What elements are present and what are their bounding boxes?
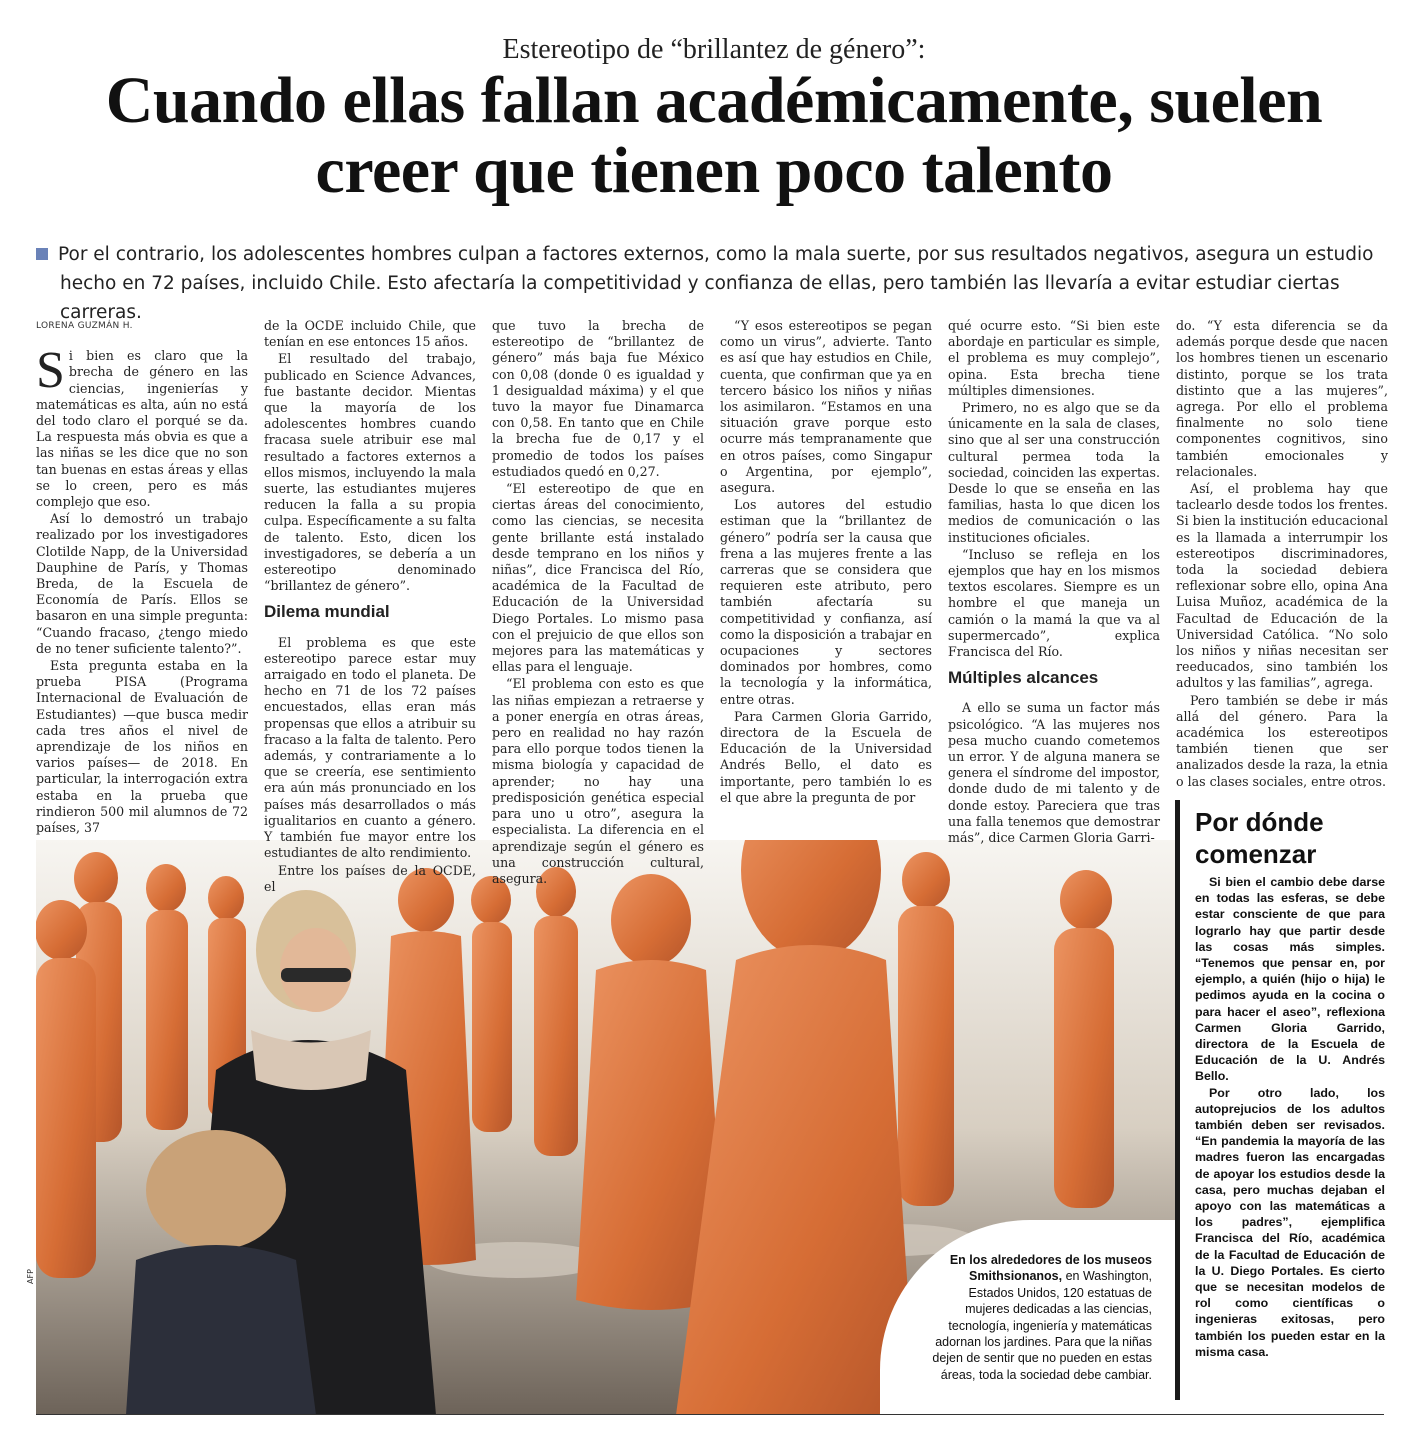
col2-p3: El problema es que este estereotipo parece estar muy arraigado en todo el planeta. De hecho en 71 de los 72 países encuestados, ellas eran más propensas que ellos a atribuir su fracaso a la falta de talento. Pero además, y contrariamente a lo que se creería, ese sentimiento era aún más pronunciado en los países más desarrollados o más igualitarios en cuanto a género. Y también fue mayor entre los estudiantes de alto rendimiento.	[264, 634, 476, 861]
col5-p4: A ello se suma un factor más psicológico. “A las mujeres nos pesa mucho cuando cometemos un error. Y de alguna manera se genera el síndrome del impostor, donde dudo de mi talento y de donde estoy. Pareciera que tras una falla tenemos que demostrar más”, dice Carmen Gloria Garri-	[948, 700, 1160, 846]
col3-p1: que tuvo la brecha de estereotipo de “brillantez de género” más baja fue México con 0,08 (donde 0 es igualdad y 1 desigualdad máxima) y el que tuvo la mayor fue Dinamarca con 0,58. En tanto que en Chile la brecha fue de 0,17 y el promedio de todos los países estudiados quedó en 0,27.	[492, 318, 704, 479]
col1-p3: Esta pregunta estaba en la prueba PISA (Programa Internacional de Evaluación de Estudiantes) —que busca medir cada tres años el nivel de aprendizaje de los niños en varios países— de 2018. En particular, la interrogación extra estaba en la prueba que rindieron 500 mil alumnos de 72 países, 37	[36, 658, 248, 836]
kicker: Estereotipo de “brillantez de género”:	[502, 34, 926, 65]
col2-p2: El resultado del trabajo, publicado en Science Advances, fue bastante decidor. Mientas que la mayoría de los adolescentes hombres cuando fracasa suele atribuir ese mal resultado a factores externos a ellos mismos, incluyendo la mala suerte, las estudiantes mujeres reducen la falla a su propia culpa. Específicamente a su falta de talento. Esto, dicen los investigadores, se debería a un estereotipo denominado “brillantez de género”.	[264, 351, 476, 594]
col1-p1: Si bien es claro que la brecha de género en las ciencias, ingenierías y matemáticas es alta, aún no está del todo claro el porqué se da. La respuesta más obvia es que a las niñas se les dice que no son tan buenas en estas áreas y ellas se lo creen, pero es más complejo que eso.	[36, 342, 248, 510]
column-5	[948, 318, 1160, 847]
deck	[36, 240, 1376, 327]
col3-p2: “El estereotipo de que en ciertas áreas del conocimiento, como las ciencias, se necesita gente brillante está instalado desde temprano en los niños y niñas”, dice Francisca del Río, académica de la Facultad de Educación de la Universidad Diego Portales. Lo mismo pasa con el prejuicio de que ellos son mejores para las matemáticas y ellas para el lenguaje.	[492, 481, 704, 675]
sidebar-rule	[1175, 800, 1180, 1400]
column-3	[492, 318, 704, 888]
subhead-alcances: Múltiples alcances	[948, 668, 1099, 688]
bottom-rule	[36, 1414, 1384, 1415]
subhead-dilema: Dilema mundial	[264, 602, 390, 622]
deck-line-1: Por el contrario, los adolescentes hombres culpan a factores externos, como la mala suerte, por sus resultados negativos, asegura un estudio	[58, 244, 1374, 265]
col5-p1: qué ocurre esto. “Si bien este abordaje en particular es simple, el problema es muy complejo”, opina. Esta brecha tiene múltiples dimensiones.	[948, 318, 1160, 398]
col6-p1: do. “Y esta diferencia se da además porque desde que nacen los hombres tienen un escenario distinto, porque se los trata distinto que a las mujeres”, agrega. Por ello el problema finalmente no solo tiene componentes cognitivos, sino también emocionales y relacionales.	[1176, 318, 1388, 479]
sidebar-box	[1175, 800, 1390, 1415]
col5-p2: Primero, no es algo que se da únicamente en la sala de clases, sino que al ser una construcción cultural permea toda la sociedad, coinciden las expertas. Desde lo que se enseña en las familias, hasta lo que dicen los medios de comunicación o las instituciones oficiales.	[948, 400, 1160, 545]
col6-p3: Pero también se debe ir más allá del género. Para la académica los estereotipos también tienen que ser analizados desde la raza, la etnia o las clases sociales, entre otros.	[1176, 692, 1388, 789]
col4-p1: “Y esos estereotipos se pegan como un virus”, advierte. Tanto es así que hay estudios en Chile, cuenta, que confirman que ya en tercero básico los niños y niñas los asimilaron. “Estamos en una situación grave porque esto ocurre más tempranamente que en otros países, como Singapur o Argentina, por ejemplo”, asegura.	[720, 318, 932, 496]
caption-bold: En los alrededores de los museos Smithsionanos,	[949, 1253, 1152, 1284]
caption-text: en Washington, Estados Unidos, 120 estatuas de mujeres dedicadas a las ciencias, tecnología, ingeniería y matemáticas adornan los jardines. Para que la niñas dejen de sentir que no pueden en estas áreas, toda la sociedad debe cambiar.	[932, 1269, 1152, 1382]
col2-p4: Entre los países de la OCDE, el	[264, 862, 476, 894]
col1-p2: Así lo demostró un trabajo realizado por los investigadores Clotilde Napp, de la Universidad Dauphine de París, y Thomas Breda, de la Escuela de Economía de París. Ellos se basaron en una simple pregunta: “Cuando fracaso, ¿tengo miedo de no tener suficiente talento?”.	[36, 511, 248, 656]
column-6	[1176, 318, 1388, 791]
byline: LORENA GUZMÁN H.	[36, 321, 133, 331]
sidebar-p2: Por otro lado, los autoprejucios de los adultos también deben ser revisados. “En pandemia la mayoría de las madres fueron las encargadas de apoyar los estudios desde la casa, pero muchas dejaban el apoyo con las matemáticas a los padres”, ejemplifica Francisca del Río, académica de la Facultad de Educación de la U. Diego Portales. Es cierto que se necesitan modelos de rol como científicas o ingenieras exitosas, pero también los pueden estar en la misma casa.	[1195, 1085, 1385, 1359]
drop-cap: S	[36, 342, 65, 400]
sidebar-title: Por dónde comenzar	[1195, 807, 1324, 869]
col3-p3: “El problema con esto es que las niñas empiezan a retraerse y a poner energía en otras áreas, pero en realidad no hay razón para ello porque todos tienen la misma biología y capacidad de aprender; no hay una predisposición genética especial para uno u otro”, asegura la especialista. La diferencia en el aprendizaje según el género es una construcción cultural, asegura.	[492, 676, 704, 886]
column-1	[36, 318, 248, 837]
col6-p2: Así, el problema hay que taclearlo desde todos los frentes. Si bien la institución educacional es la llamada a interrumpir los estereotipos discriminadores, toda la sociedad debiera reflexionar sobre ello, opina Ana Luisa Muñoz, académica de la Facultad de Educación de la Universidad Católica. “No solo los niños y niñas necesitan ser reeducados, sino también los adultos y las familias”, agrega.	[1176, 481, 1388, 691]
sidebar-body	[1195, 874, 1385, 1360]
photo-caption	[930, 1252, 1152, 1383]
column-4	[720, 318, 932, 807]
col4-p2: Los autores del estudio estiman que la “brillantez de género” podría ser la causa que frena a las mujeres frente a las carreras que se considera que requieren este atributo, pero también afectaría su competitividad y confianza, así como la disposición a trabajar en ocupaciones y sectores dominados por hombres, como la tecnología y la informática, entre otras.	[720, 497, 932, 707]
headline: Cuando ellas fallan académicamente, suelen creer que tienen poco talento	[105, 64, 1323, 207]
col5-p3: “Incluso se refleja en los ejemplos que hay en los mismos textos escolares. Siempre es un hombre el que maneja un camión o la mamá la que va al supermercado”, explica Francisca del Río.	[948, 546, 1160, 660]
col2-p1: de la OCDE incluido Chile, que tenían en ese entonces 15 años.	[264, 318, 476, 350]
col4-p3: Para Carmen Gloria Garrido, directora de la Escuela de Educación de la Universidad Andrés Bello, el dato es importante, pero también lo es el que abre la pregunta de por	[720, 708, 932, 805]
deck-line-2: hecho en 72 países, incluido Chile. Esto afectaría la competitividad y confianza de ellas, pero también las llevaría a evitar estudiar ciertas carreras.	[60, 273, 1340, 323]
photo-credit: AFP	[26, 1269, 35, 1284]
column-2	[264, 318, 476, 896]
sidebar-p1: Si bien el cambio debe darse en todas las esferas, se debe estar consciente de que para lograrlo hay que partir desde las cosas más simples. “Tenemos que pensar en, por ejemplo, a quién (hijo o hija) le pedimos ayuda en la cocina o para hacer el aseo”, reflexiona Carmen Gloria Garrido, directora de la Escuela de Educación de la U. Andrés Bello.	[1195, 875, 1385, 1084]
deck-bullet-icon	[36, 248, 48, 260]
